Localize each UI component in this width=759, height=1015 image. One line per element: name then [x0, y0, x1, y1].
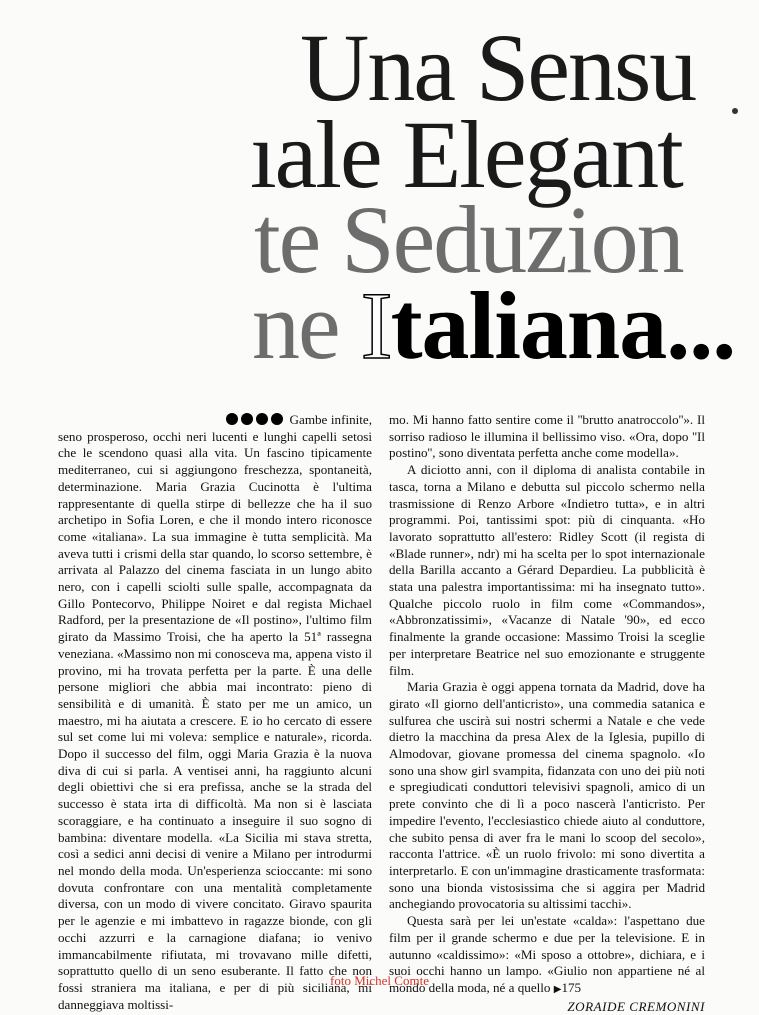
paragraph-4-text: Questa sarà per lei un'estate «calda»: l'aspettano due film per il grande schermo e due per la televisione. E in autunno «caldissimo»: «Mi sposo a ottobre», dichiara, e i suoi occhi hanno un lampo. «Giulio non appartiene né al mondo della moda, né a quello	[389, 913, 705, 995]
left-column	[58, 412, 372, 1013]
right-column	[389, 412, 705, 1015]
headline-line-4	[252, 272, 736, 379]
photo-credit: foto Michel Comte	[330, 973, 429, 988]
author-byline: ZORAIDE CREMONINI	[567, 998, 705, 1014]
bullet-dots-icon	[226, 412, 286, 429]
paragraph-3: Maria Grazia è oggi appena tornata da Madrid, dove ha girato «Il giorno dell'anticristo», una commedia satanica e sulfurea che uscirà sui nostri schermi a Natale e che vede dietro la macchina da presa Alex de la Iglesia, pupillo di Almodovar, giovane promessa del cinema spagnolo. «Io sono una show girl svampita, fidanzata con uno dei più noti e spregiudicati conduttori televisivi spagnoli, amico di un prete convinto che di lì a poco nascerà l'anticristo. Per impedire l'evento, l'ecclesiastico chiede aiuto al conduttore, che subito pensa di aver fra le mani lo scoop del secolo», racconta l'attrice. «È un ruolo frivolo: mi sono divertita a interpretarlo. E con un'immagine drasticamente trasformata: sono una bionda vistosissima che si aggira per Madrid anchegiando provocatoria su altissimi tacchi».	[389, 679, 705, 912]
intro-text: Gambe infinite, seno prosperoso, occhi neri lucenti e lunghi capelli setosi che le scendono quasi alla vita. Un fascino tipicamente mediterraneo, cui si aggiungono freschezza, spontaneità, determinazione. Maria Grazia Cucinotta è l'ultima rappresentante di quella stirpe di bellezze che ha il suo archetipo in Sofia Loren, e che il mondo intero riconosce come «italiana». La sua immagine è tutta semplicità. Ma aveva tutti i crismi della star quando, lo scorso settembre, è arrivata al Palazzo del cinema fasciata in un lungo abito nero, con i capelli sciolti sulle spalle, accompagnata da Gillo Pontecorvo, Philippe Noiret e dal regista Michael Radford, per la presentazione de «Il postino», l'ultimo film girato da Massimo Troisi, che ha aperto la 51ª rassegna veneziana. «Massimo non mi conosceva ma, appena visto il provino, mi ha trovata perfetta per la parte. È una delle persone migliori che abbia mai incontrato: pieno di sensibilità e di umanità. È stato per me un amico, un maestro, mi ha aiutata a crescere. E io ho cercato di essere sul set come lui mi voleva: semplice e naturale», ricorda. Dopo il successo del film, oggi Maria Grazia è la nuova diva di cui si parla. A ventisei anni, ha raggiunto alcuni degli obiettivi che si era prefissa, anche se la strada del successo è stata irta di difficoltà. Ma non si è lasciata scoraggiare, e ha continuato a inseguire il suo sogno di bambina: diventare modella. «La Sicilia mi stava stretta, così a sedici anni decisi di venire a Milano per introdurmi nel mondo della moda. Un'esperienza scioccante: mi sono dovuta confrontare con una mentalità completamente diversa, con un modo di vivere concitato. Giravo spaurita per le agenzie e mi imbattevo in ragazze bionde, con gli occhi azzurri e la carnagione diafana; io venivo immancabilmente rifiutata, mi trovavano mille difetti, soprattutto quello di un seno esuberante. Il fatto che non fossi straniera ma italiana, e per di più siciliana, mi danneggiava moltissi-	[58, 412, 372, 1012]
headline-line-4-prefix: ne	[252, 272, 361, 379]
headline	[0, 0, 759, 390]
intro-paragraph	[58, 412, 372, 1013]
headline-line-4-rest: taliana...	[390, 272, 736, 379]
paragraph-2: A diciotto anni, con il diploma di analista contabile in tasca, torna a Milano e debutta sul piccolo schermo nella trasmissione di Renzo Arbore «Indietro tutta», e in altri programmi. Poi, tantissimi spot: più di cinquanta. «Ho lavorato soprattutto all'estero: Ridley Scott (il regista di «Blade runner», ndr) mi ha scelta per lo spot internazionale della Barilla accanto a Gérard Depardieu. La pubblicità è stata una palestra importantissima: mi ha insegnato tutto». Qualche piccolo ruolo in film come «Commandos», «Abbronzatissimi», «Vacanze di Natale '90», ed ecco finalmente la grande occasione: Massimo Troisi la sceglie per interpretare Beatrice nel suo emozionante e struggente film.	[389, 462, 705, 678]
registration-dot	[732, 108, 738, 114]
paragraph-1: mo. Mi hanno fatto sentire come il ''brutto anatroccolo''». Il sorriso radioso le illumina il bellissimo viso. «Ora, dopo ''Il postino'', sono diventata perfetta anche come modella».	[389, 412, 705, 461]
headline-line-2: ıale Elegant	[250, 101, 682, 208]
continue-arrow-icon: ▶	[553, 983, 562, 995]
headline-line-1: Una Sensu	[300, 14, 696, 121]
headline-initial: I	[360, 272, 391, 379]
headline-line-3: te Seduzion	[254, 186, 683, 293]
continue-page: 175	[561, 979, 582, 995]
